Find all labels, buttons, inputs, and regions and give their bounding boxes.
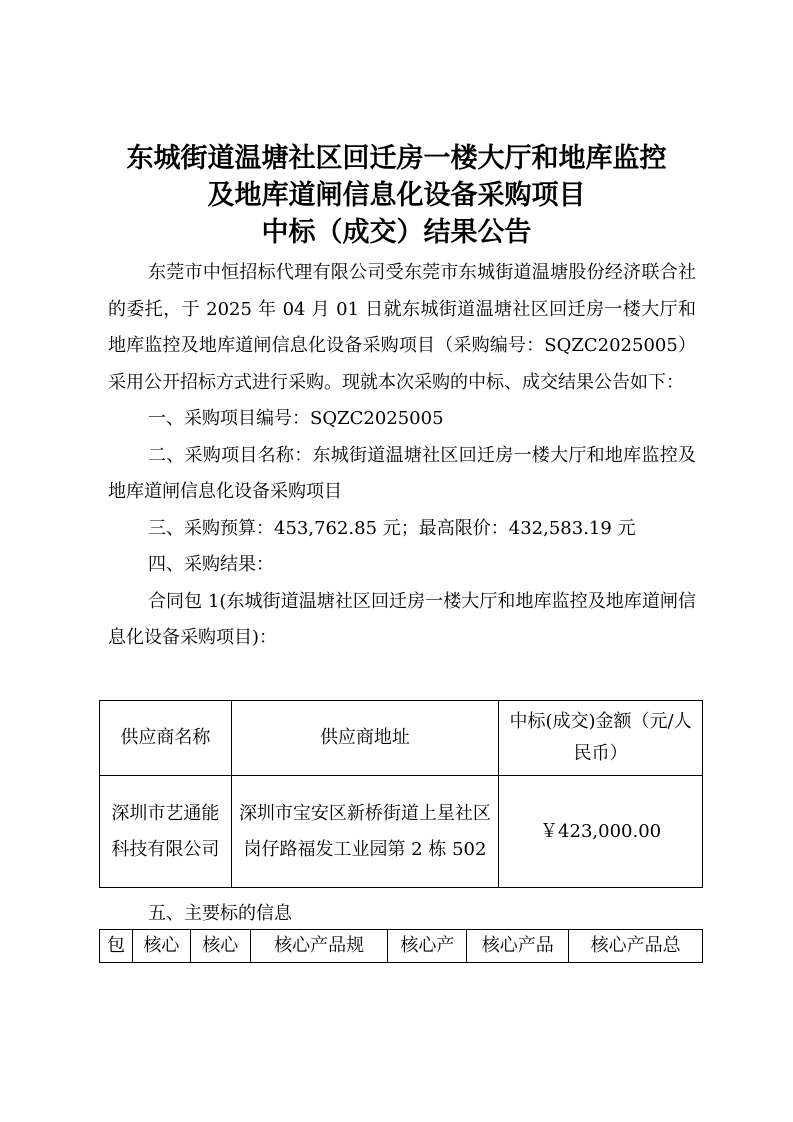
section-result: 四、采购结果： bbox=[148, 554, 274, 575]
section-main-items: 五、主要标的信息 bbox=[148, 903, 292, 924]
table-row bbox=[100, 776, 703, 888]
header-core-1: 核心 bbox=[132, 930, 190, 963]
contract-package: 合同包 1(东城街道温塘社区回迁房一楼大厅和地库监控及地库道闸信息化设备采购项目)： bbox=[108, 590, 696, 648]
info-table-header bbox=[100, 930, 703, 963]
document-title bbox=[60, 140, 733, 251]
header-amount: 中标(成交)金额（元/人民币） bbox=[499, 701, 703, 776]
title-line-2: 及地库道闸信息化设备采购项目 bbox=[207, 180, 586, 211]
header-supplier-name: 供应商名称 bbox=[100, 701, 232, 776]
cell-supplier-address: 深圳市宝安区新桥街道上星社区岗仔路福发工业园第 2 栋 502 bbox=[231, 776, 498, 888]
info-table bbox=[99, 929, 703, 963]
title-line-1: 东城街道温塘社区回迁房一楼大厅和地库监控 bbox=[126, 143, 667, 174]
section-project-name: 二、采购项目名称：东城街道温塘社区回迁房一楼大厅和地库监控及地库道闸信息化设备采购项目 bbox=[108, 444, 696, 502]
section-project-number: 一、采购项目编号：SQZC2025005 bbox=[148, 408, 444, 429]
intro-paragraph: 东莞市中恒招标代理有限公司受东莞市东城街道温塘股份经济联合社的委托，于 2025 年 04 月 01 日就东城街道温塘社区回迁房一楼大厅和地库监控及地库道闸信息化设备采购项目（采购编号：SQZC2025005）采用公开招标方式进行采购。现就本次采购的中标、成交结果公告如下： bbox=[108, 262, 696, 393]
header-core-2: 核心 bbox=[190, 930, 250, 963]
header-core-product: 核心产 bbox=[388, 930, 467, 963]
header-core-product-2: 核心产品 bbox=[467, 930, 569, 963]
result-table bbox=[99, 700, 703, 888]
header-core-spec: 核心产品规 bbox=[250, 930, 388, 963]
header-core-total: 核心产品总 bbox=[569, 930, 703, 963]
header-package: 包 bbox=[100, 930, 133, 963]
section-budget: 三、采购预算：453,762.85 元；最高限价：432,583.19 元 bbox=[148, 517, 636, 539]
title-line-3: 中标（成交）结果公告 bbox=[261, 217, 532, 248]
document-body bbox=[108, 255, 696, 657]
cell-supplier-name: 深圳市艺通能科技有限公司 bbox=[100, 776, 232, 888]
header-supplier-address: 供应商地址 bbox=[231, 701, 498, 776]
cell-amount: ￥423,000.00 bbox=[499, 776, 703, 888]
result-table-header bbox=[100, 701, 703, 776]
